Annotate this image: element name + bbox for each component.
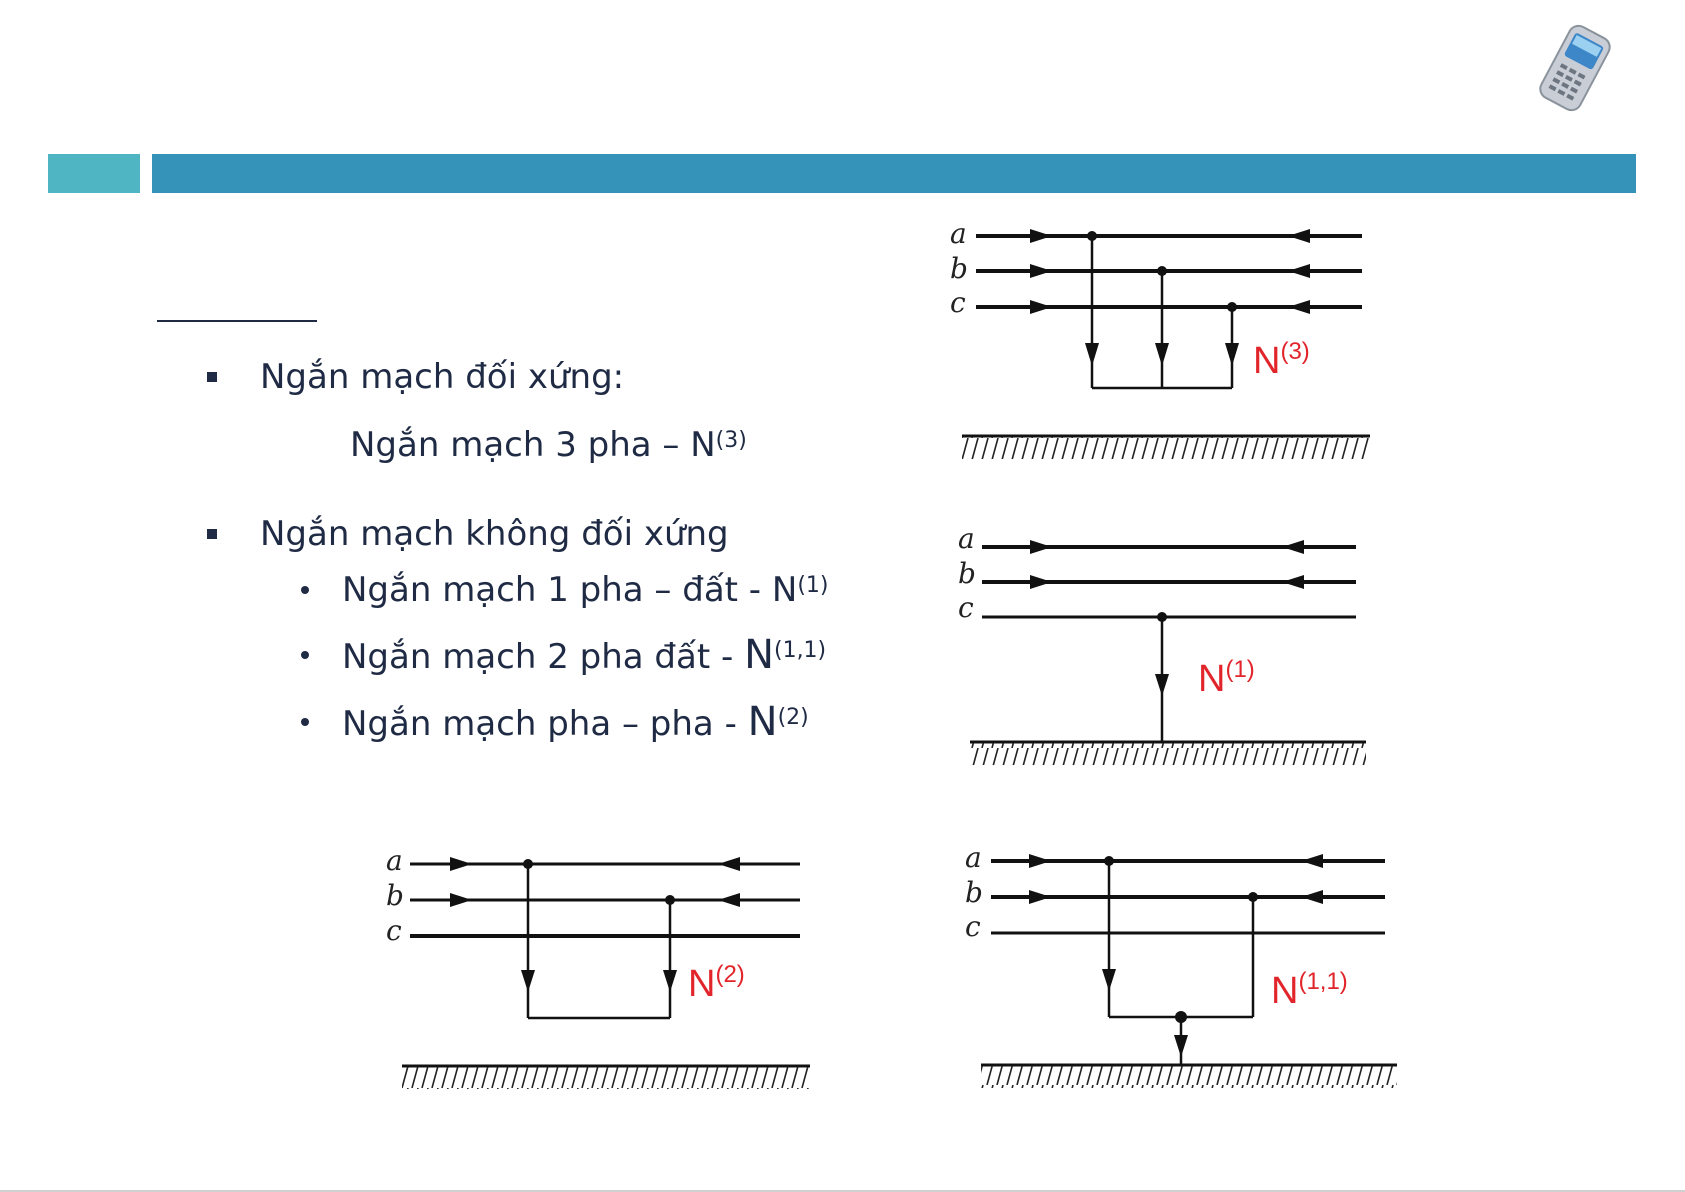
phase-label-a: a (386, 844, 403, 877)
ground-symbol (962, 437, 1370, 459)
list-item-single-phase-ground: Ngắn mạch 1 pha – đất - $N^{(1)}$ (342, 570, 829, 610)
phase-label-a: a (950, 217, 967, 250)
phase-label-b: b (958, 557, 976, 590)
mobile-phone-icon (1525, 22, 1625, 114)
phase-label-b: b (386, 879, 404, 912)
diagram-three-phase-fault (940, 218, 1380, 468)
phase-label-c: c (950, 286, 966, 319)
list-item-two-phase-ground: Ngắn mạch 2 pha đất - N$^{(1,1)}$ (342, 632, 827, 678)
phase-label-c: c (386, 914, 402, 947)
phase-label-a: a (965, 841, 982, 874)
list-item-asymmetric: Ngắn mạch không đối xứng (260, 514, 729, 554)
fault-label-n11: N(1,1) (1271, 968, 1348, 1012)
ground-symbol (402, 1067, 810, 1089)
diagram-two-phase-ground-fault (955, 843, 1405, 1093)
list-item-phase-phase: Ngắn mạch pha – pha - $N^{(2)}$ (342, 699, 809, 745)
ground-symbol (981, 1066, 1397, 1088)
dot-bullet (301, 718, 309, 726)
list-item-three-phase: Ngắn mạch 3 pha – $N^{(3)}$ (350, 425, 747, 465)
ground-symbol (970, 743, 1366, 765)
fault-label-n1: N(1) (1198, 656, 1255, 700)
phase-label-b: b (965, 876, 983, 909)
square-bullet (207, 529, 217, 539)
phase-label-a: a (958, 522, 975, 555)
phase-label-c: c (965, 910, 981, 943)
dot-bullet (301, 586, 309, 594)
diagram-phase-phase-fault (380, 846, 820, 1096)
fault-types-list (0, 0, 900, 780)
square-bullet (207, 372, 217, 382)
phase-label-b: b (950, 252, 968, 285)
list-item-symmetric: Ngắn mạch đối xứng: (260, 357, 625, 397)
phase-label-c: c (958, 591, 974, 624)
fault-label-n2: N(2) (688, 961, 745, 1005)
dot-bullet (301, 651, 309, 659)
diagram-single-phase-ground-fault (940, 522, 1380, 778)
fault-label-n3: N(3) (1253, 338, 1310, 382)
